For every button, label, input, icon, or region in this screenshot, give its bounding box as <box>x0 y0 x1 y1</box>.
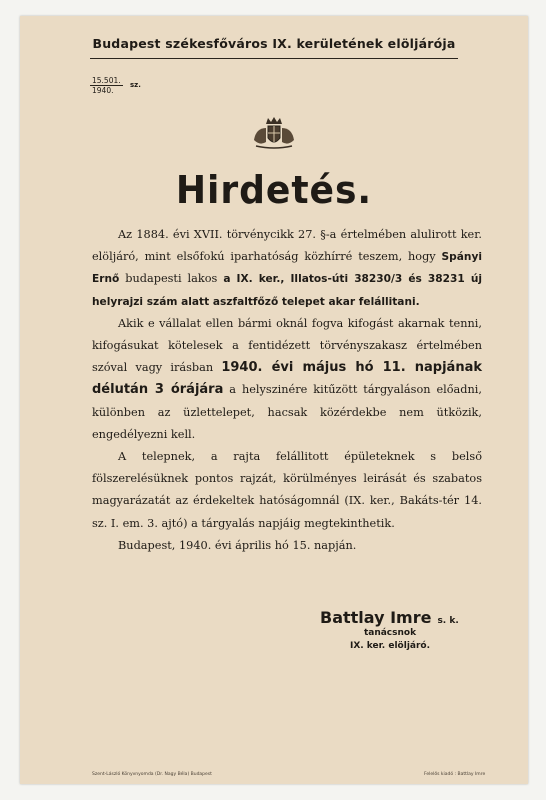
paragraph-1-text-2: budapesti lakos <box>119 272 224 286</box>
issuing-authority: Budapest székesfőváros IX. kerületének elöljárója <box>92 36 456 51</box>
reference-number <box>90 76 141 95</box>
paragraph-1 <box>92 224 482 313</box>
dateline: Budapest, 1940. évi április hó 15. napján. <box>118 538 357 552</box>
signatory-name: Battlay Imre <box>320 608 432 627</box>
reference-num: 15.501. <box>92 76 121 85</box>
notice-title: Hirdetés. <box>175 168 373 212</box>
hearing-date: 1940. évi május hó 11. napjának délután 3 órájára <box>92 360 482 398</box>
poster-sheet <box>20 16 528 784</box>
printer-credit: Szent-László Könyvnyomda (Dr. Nagy Béla) Budapest <box>92 772 212 777</box>
paragraph-2-text: Akik e vállalat ellen bármi oknál fogva kifogást akarnak tenni, kifogásukat kötelesek a fentidézett törvényszakasz értelmében szóval vagy irásban <box>92 316 482 375</box>
reference-suffix: sz. <box>130 81 141 89</box>
signatory-role-2: IX. ker. elöljáró. <box>349 641 431 651</box>
reference-year: 1940. <box>92 86 114 95</box>
signature-block <box>320 608 480 653</box>
applicant-name: Spányi Ernő <box>92 251 482 286</box>
site-description: a IX. ker., Illatos-úti 38230/3 és 38231 új helyrajzi szám alatt aszfaltfőző telepet akar felállitani. <box>92 273 482 308</box>
paragraph-3: A telepnek, a rajta felállitott épületeknek s belső fölszerelésüknek pontos rajzát, körülményes leirását és szabatos magyarázatát az érdekeltek hatóságomnál (IX. ker., Bakáts-tér 14. sz. I. em. 3. ajtó) a tárgyalás napjáig megtekinthetik. <box>92 450 482 530</box>
paragraph-2-text-2: a helyszinére kitűzött tárgyaláson előadni, különben az üzlettelepet, hacsak közérdekbe nem ütközik, engedélyezni kell. <box>92 383 482 441</box>
notice-body <box>92 224 482 557</box>
signatory-sk: s. k. <box>437 616 459 626</box>
header-divider <box>90 58 458 59</box>
coat-of-arms-icon <box>250 116 298 150</box>
paragraph-2 <box>92 313 482 446</box>
paragraph-1-text: Az 1884. évi XVII. törvénycikk 27. §-a értelmében alulirott ker. elöljáró, mint elsőfokú iparhatóság közhírré teszem, hogy <box>92 228 482 264</box>
signatory-role-1: tanácsnok <box>363 628 417 638</box>
publisher-credit: Felelős kiadó : Battlay Imre <box>424 772 486 777</box>
